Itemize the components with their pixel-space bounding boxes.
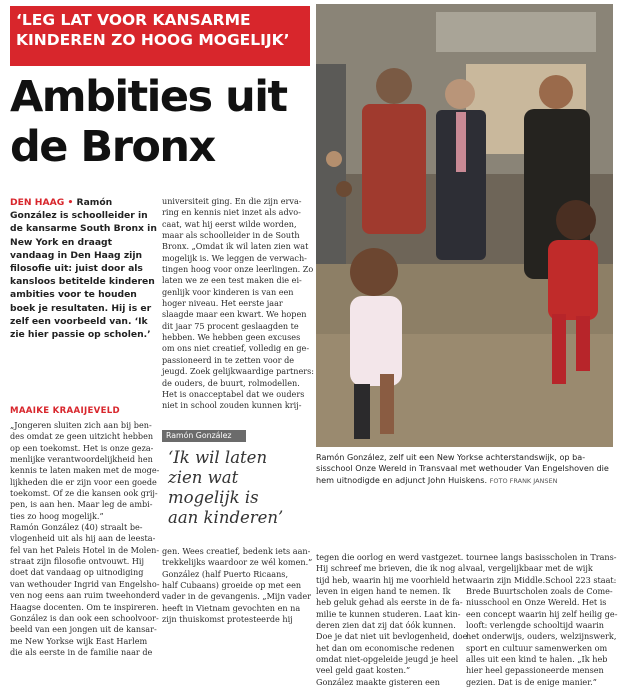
text-line: half Cubaans) groeide op met een <box>162 580 302 591</box>
quote-line-2: zien wat <box>168 468 239 487</box>
headline-line-2: de Bronx <box>10 122 215 172</box>
quote-line-4: aan kinderen’ <box>168 508 284 527</box>
text-line: vlogenheid uit als hij aan de leesta- <box>10 533 156 544</box>
text-line: menlijke verantwoordelijkheid hen <box>10 454 153 465</box>
photo-credit: FOTO FRANK JANSEN <box>489 476 558 485</box>
text-line: vaal, vergelijkbaar met de wijk <box>466 563 593 574</box>
article-column-3 <box>316 552 469 688</box>
text-line: niusschool en Onze Wereld. Het is <box>466 597 607 608</box>
text-line: sport en cultuur samenwerken om <box>466 642 608 653</box>
text-line: vader in de gevangenis. „Mijn vader <box>162 591 311 602</box>
text-line: Doe je dat niet uit bevlogenheid, doe <box>316 631 468 642</box>
text-line: het dan om economische redenen <box>316 642 455 653</box>
text-line: zijn thuiskomst protesteerde hij <box>162 614 293 625</box>
intro-text: Ramón González is schoolleider in de kansarme South Bronx in New York en draagt vandaag in Den Haag zijn filosofie uit: juist door als kansloos betitelde kinderen ambities voor te houden boek je resultaten. Hij is er zelf een voorbeeld van. ‘Ik zie hier passie op scholen.’ <box>10 197 157 341</box>
text-line: me New Yorkse wijk East Harlem <box>10 635 148 646</box>
text-line: des omdat ze geen uitzicht hebben <box>10 431 154 442</box>
text-line: heb geluk gehad als eerste in de fa- <box>316 597 463 608</box>
text-line: Hij schreef me brieven, die ik nog al- <box>316 563 469 574</box>
headline-line-1: Ambities uit <box>10 72 287 122</box>
text-line: mogelijk is. We leggen de verwach- <box>162 252 307 263</box>
text-line: Ramón González (40) straalt be- <box>10 522 143 533</box>
caption-text: Ramón González, zelf uit een New Yorkse achterstandswijk, op ba-sisschool Onze Wereld in Transvaal met wethouder Van Engelshoven die hem uitnodigde en adjunct John Huiskens. <box>316 452 609 485</box>
text-line: passioneerd in te zetten voor de <box>162 354 295 365</box>
text-line: pen, is aan hen. Maar leg de ambi- <box>10 499 153 510</box>
text-line: alles uit een kind te halen. „Ik heb <box>466 654 608 665</box>
text-line: op een toekomst. Het is onze geza- <box>10 442 154 453</box>
text-line: Bronx. „Omdat ik wil laten zien wat <box>162 241 309 252</box>
text-line: gen. Wees creatief, bedenk iets aan- <box>162 546 311 556</box>
text-line: milie te kunnen studeren. Laat kin- <box>316 608 461 619</box>
text-line: universiteit ging. En die zijn erva- <box>162 196 302 206</box>
text-line: tournee langs basisscholen in Trans- <box>466 552 617 562</box>
kicker-banner <box>10 6 310 66</box>
text-line: Haagse docenten. Om te inspireren. <box>10 601 159 612</box>
byline: MAAIKE KRAAIJEVELD <box>10 406 120 416</box>
text-line: trekkelijks waardoor ze wél komen.” <box>162 557 313 568</box>
text-line: hoger niveau. Het eerste jaar <box>162 298 283 309</box>
text-line: González maakte gisteren een <box>316 676 440 687</box>
text-line: tingen hoog voor onze leerlingen. Zo <box>162 264 314 275</box>
text-line: González is dan ook een schoolvoor- <box>10 612 159 623</box>
article-column-2-bottom <box>162 546 313 625</box>
text-line: maar als schoolleider in de South <box>162 230 300 241</box>
kicker-line-1: ‘LEG LAT VOOR KANSARME <box>16 11 251 29</box>
text-line: kennis te laten maken met de moge- <box>10 465 160 476</box>
text-line: jeugd. Zoek gelijkwaardige partners: <box>162 366 314 377</box>
text-line: González (half Puerto Ricaans, <box>162 568 289 579</box>
text-line: Brede Buurtscholen zoals de Come- <box>466 586 613 597</box>
text-line: „Jongeren sluiten zich aan bij ben- <box>10 420 152 430</box>
text-line: veel geld gaat kosten.” <box>316 665 411 676</box>
text-line: niet in school zouden kunnen krij- <box>162 400 302 411</box>
text-line: omdat niet-opgeleide jeugd je heel <box>316 654 459 665</box>
text-line: van wethouder Ingrid van Engelsho- <box>10 578 160 589</box>
text-line: straat zijn filosofie ontvouwt. Hij <box>10 556 145 567</box>
quote-line-3: mogelijk is <box>168 488 259 507</box>
text-line: slaagde maar een kwart. We hopen <box>162 309 307 320</box>
text-line: deren zien dat zij dat óók kunnen. <box>316 620 456 631</box>
page-title <box>10 72 310 172</box>
article-column-2-top <box>162 196 314 412</box>
text-line: hier heel gepassioneerde mensen <box>466 665 604 676</box>
photo-caption <box>316 452 613 487</box>
text-line: die als eerste in de familie naar de <box>10 646 153 657</box>
text-line: fel van het Paleis Hotel in de Molen- <box>10 544 160 555</box>
text-line: lijkheden die er zijn voor een goede <box>10 476 157 487</box>
text-line: tijd heb, waarin hij me voorhield het <box>316 574 466 585</box>
intro-paragraph <box>10 196 158 341</box>
text-line: beeld van een jongen uit de kansar- <box>10 624 157 635</box>
text-line: leven in eigen hand te nemen. Ik <box>316 586 451 597</box>
text-line: hebben. We hebben geen excuses <box>162 332 301 343</box>
text-line: gezien. Dat is de enige manier.” <box>466 676 597 687</box>
dateline: DEN HAAG • <box>10 197 77 208</box>
text-line: toekomst. Of ze die kansen ook grij- <box>10 488 158 499</box>
text-line: doet dat vandaag op uitnodiging <box>10 567 144 578</box>
text-line: de ouders, de buurt, rolmodellen. <box>162 377 300 388</box>
text-line: waarin zijn Middle.School 223 staat: <box>466 574 617 585</box>
text-line: laten we ze een test maken die ei- <box>162 275 302 286</box>
text-line: tegen die oorlog en werd vastgezet. <box>316 552 464 562</box>
speaker-label: Ramón González <box>162 430 246 442</box>
text-line: ties zo hoog mogelijk.” <box>10 510 104 521</box>
text-line: het onderwijs, ouders, welzijnswerk, <box>466 631 617 642</box>
school-corridor-photo <box>316 4 613 447</box>
text-line: dit jaar 75 procent geslaagden te <box>162 320 299 331</box>
text-line: ring en kennis niet inzet als advo- <box>162 207 301 218</box>
text-line: caat, wat hij eerst wilde worden, <box>162 218 297 229</box>
text-line: genlijk voor kinderen is van een <box>162 286 294 297</box>
text-line: om ons niet creatief, volledig en ge- <box>162 343 310 354</box>
text-line: ven nog eens aan ruim tweehonderd <box>10 590 160 601</box>
article-column-1 <box>10 420 158 658</box>
text-line: heeft in Vietnam gevochten en na <box>162 602 301 613</box>
article-column-4 <box>466 552 618 688</box>
text-line: looft: verlengde schooltijd waarin <box>466 620 605 631</box>
text-line: een concept waarin hij zelf heilig ge- <box>466 608 618 619</box>
kicker-line-2: KINDEREN ZO HOOG MOGELIJK’ <box>16 31 290 49</box>
quote-line-1: ‘Ik wil laten <box>168 448 268 467</box>
text-line: Het is onacceptabel dat we ouders <box>162 388 305 399</box>
pull-quote <box>168 448 310 528</box>
